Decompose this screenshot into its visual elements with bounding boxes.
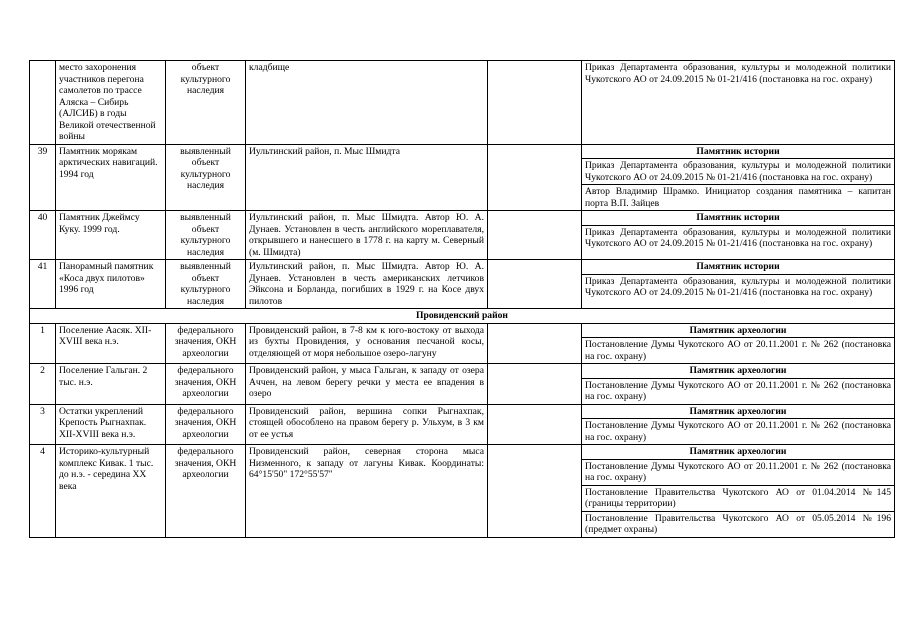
table-row <box>30 323 895 364</box>
legal-documents-cell <box>582 323 895 364</box>
empty-cell <box>488 323 582 364</box>
section-row-group <box>30 309 895 324</box>
legal-document-entry: Постановление Думы Чукотского АО от 20.11.2001 г. № 262 (постановка на гос. охрану) <box>585 339 891 362</box>
object-location: кладбище <box>246 61 488 145</box>
empty-cell <box>488 211 582 260</box>
heritage-table <box>29 60 895 538</box>
monument-type-heading: Памятник истории <box>582 260 894 275</box>
object-name: Поселение Аасяк. XII-XVIII века н.э. <box>56 323 166 364</box>
object-name: Памятник Джеймсу Куку. 1999 год. <box>56 211 166 260</box>
legal-documents-cell <box>582 260 895 309</box>
object-location: Провиденский район, вершина сопки Рыгнахпак, стоящей обособлено на правом берегу р. Ульхум, в 3 км от ее устья <box>246 404 488 445</box>
object-category: федерального значения, ОКН археологии <box>166 404 246 445</box>
legal-document-entry: Постановление Думы Чукотского АО от 20.11.2001 г. № 262 (постановка на гос. охрану) <box>582 460 894 486</box>
empty-cell <box>488 364 582 405</box>
row-number: 40 <box>30 211 56 260</box>
monument-type-heading: Памятник истории <box>582 145 894 160</box>
empty-cell <box>488 144 582 211</box>
row-number <box>30 61 56 145</box>
monument-type-heading: Памятник археологии <box>582 364 894 379</box>
object-location: Провиденский район, северная сторона мыса Низменного, к западу от лагуны Кивак. Координаты: 64°15'50" 172°55'57" <box>246 445 488 538</box>
object-name: Историко-культурный комплекс Кивак. 1 тыс. до н.э. - середина XX века <box>56 445 166 538</box>
row-number: 2 <box>30 364 56 405</box>
row-number: 41 <box>30 260 56 309</box>
legal-documents-cell <box>582 404 895 445</box>
monument-type-heading: Памятник археологии <box>582 445 894 460</box>
section-title: Провиденский район <box>30 309 895 324</box>
object-category: федерального значения, ОКН археологии <box>166 323 246 364</box>
legal-document-entry: Приказ Департамента образования, культуры и молодежной политики Чукотского АО от 24.09.2015 № 01-21/416 (постановка на гос. охрану) <box>585 62 891 85</box>
table-row <box>30 364 895 405</box>
empty-cell <box>488 404 582 445</box>
table-row <box>30 144 895 211</box>
object-location: Иультинский район, п. Мыс Шмидта. Автор Ю. А. Дунаев. Установлен в честь американских летчиков Эйксона и Борланда, погибших в 1929 г. на Косе двух пилотов <box>246 260 488 309</box>
table-row <box>30 445 895 538</box>
object-name: место захоронения участников перегона самолетов по трассе Аляска – Сибирь (АЛСИБ) в годы Великой отечественной войны <box>56 61 166 145</box>
row-number: 3 <box>30 404 56 445</box>
legal-documents-cell <box>582 445 895 538</box>
object-name: Поселение Гальган. 2 тыс. н.э. <box>56 364 166 405</box>
table-body-bottom <box>30 323 895 537</box>
legal-documents-cell <box>582 144 895 211</box>
legal-document-entry: Постановление Правительства Чукотского АО от 01.04.2014 №145 (границы территории) <box>582 486 894 512</box>
monument-type-heading: Памятник археологии <box>582 405 894 420</box>
legal-document-entry: Приказ Департамента образования, культуры и молодежной политики Чукотского АО от 24.09.2015 № 01-21/416 (постановка на гос. охрану) <box>585 275 891 298</box>
legal-documents-cell <box>582 61 895 145</box>
legal-documents-cell <box>582 211 895 260</box>
monument-type-heading: Памятник археологии <box>582 324 894 339</box>
legal-document-entry: Приказ Департамента образования, культуры и молодежной политики Чукотского АО от 24.09.2015 № 01-21/416 (постановка на гос. охрану) <box>582 159 894 185</box>
object-location: Иультинский район, п. Мыс Шмидта <box>246 144 488 211</box>
legal-documents-cell <box>582 364 895 405</box>
object-category: выявленный объект культурного наследия <box>166 144 246 211</box>
object-category: федерального значения, ОКН археологии <box>166 445 246 538</box>
empty-cell <box>488 61 582 145</box>
legal-document-entry: Приказ Департамента образования, культуры и молодежной политики Чукотского АО от 24.09.2015 № 01-21/416 (постановка на гос. охрану) <box>585 226 891 249</box>
object-category: федерального значения, ОКН археологии <box>166 364 246 405</box>
object-category: объект культурного наследия <box>166 61 246 145</box>
row-number: 4 <box>30 445 56 538</box>
legal-document-entry: Постановление Правительства Чукотского АО от 05.05.2014 №196 (предмет охраны) <box>585 512 891 535</box>
object-name: Памятник морякам арктических навигаций. 1994 год <box>56 144 166 211</box>
legal-document-entry: Автор Владимир Шрамко. Инициатор создания памятника – капитан порта В.П. Зайцев <box>585 186 891 209</box>
object-location: Провиденский район, в 7-8 км к юго-востоку от выхода из бухты Провидения, у основания песчаной косы, отделяющей от моря небольшое озеро-лагуну <box>246 323 488 364</box>
monument-type-heading: Памятник истории <box>582 211 894 226</box>
table-row <box>30 61 895 145</box>
legal-document-entry: Постановление Думы Чукотского АО от 20.11.2001 г. № 262 (постановка на гос. охрану) <box>585 379 891 402</box>
object-location: Иультинский район, п. Мыс Шмидта. Автор Ю. А. Дунаев. Установлен в честь английского мореплавателя, открывшего и нанесшего в 1778 г. на карту м. Северный (м. Шмидта) <box>246 211 488 260</box>
object-category: выявленный объект культурного наследия <box>166 211 246 260</box>
table-row <box>30 260 895 309</box>
section-header-row <box>30 309 895 324</box>
object-category: выявленный объект культурного наследия <box>166 260 246 309</box>
row-number: 39 <box>30 144 56 211</box>
object-name: Остатки укреплений Крепость Рыгнахпак. XII-XVIII века н.э. <box>56 404 166 445</box>
table-row <box>30 211 895 260</box>
object-location: Провиденский район, у мыса Гальган, к западу от озера Аччен, на левом берегу речки у места ее впадения в озеро <box>246 364 488 405</box>
table-row <box>30 404 895 445</box>
empty-cell <box>488 260 582 309</box>
row-number: 1 <box>30 323 56 364</box>
empty-cell <box>488 445 582 538</box>
object-name: Панорамный памятник «Коса двух пилотов» 1996 год <box>56 260 166 309</box>
legal-document-entry: Постановление Думы Чукотского АО от 20.11.2001 г. № 262 (постановка на гос. охрану) <box>585 420 891 443</box>
table-body-top <box>30 61 895 309</box>
